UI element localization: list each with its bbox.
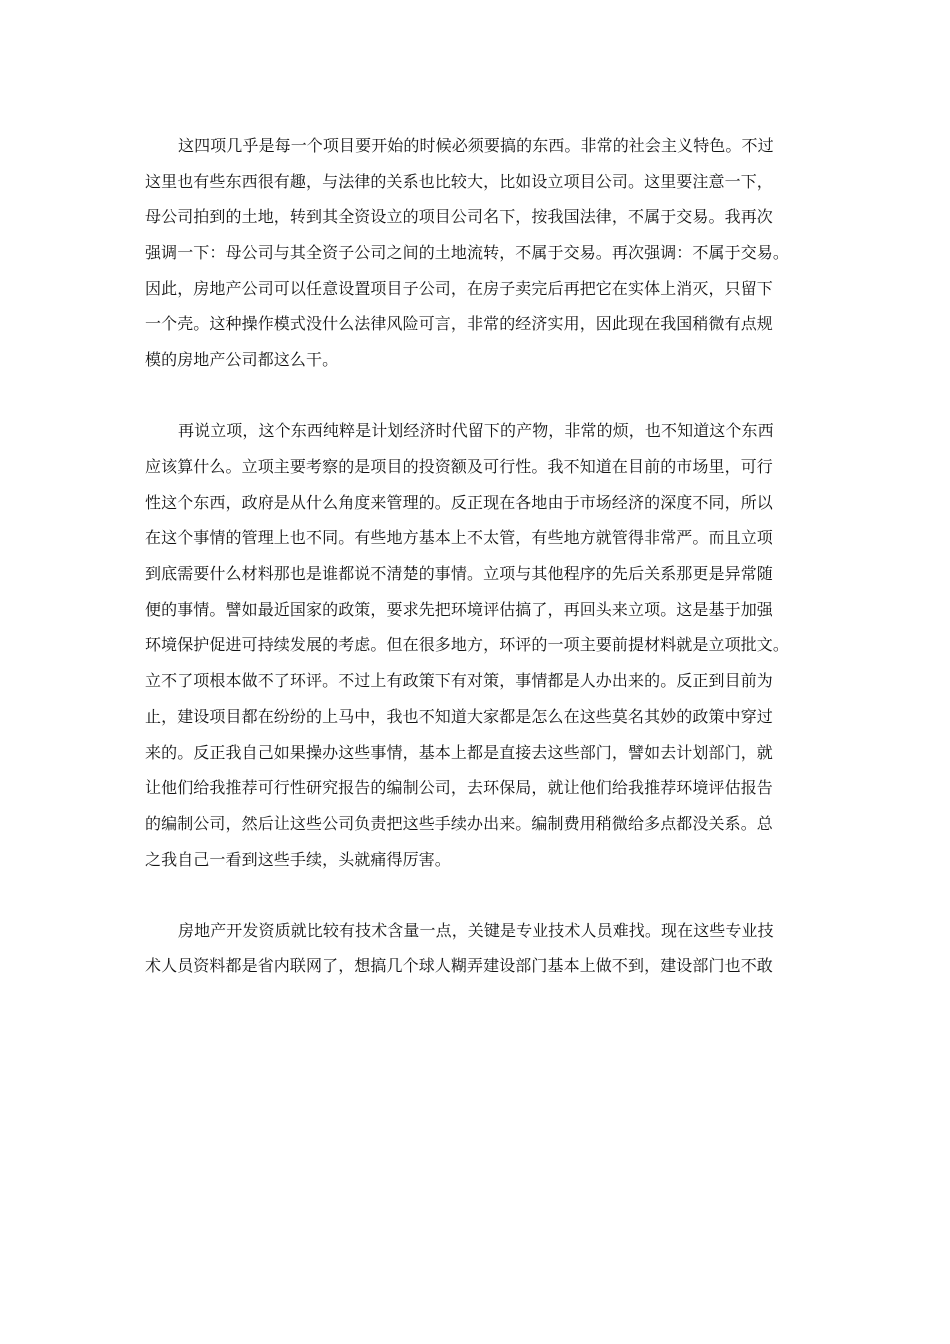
text-line: 因此，房地产公司可以任意设置项目子公司，在房子卖完后再把它在实体上消灭，只留下 bbox=[145, 278, 773, 298]
text-line: 到底需要什么材料那也是谁都说不清楚的事情。立项与其他程序的先后关系那更是异常随 bbox=[145, 564, 773, 584]
text-line: 强调一下：母公司与其全资子公司之间的土地流转，不属于交易。再次强调：不属于交易。 bbox=[145, 243, 790, 263]
text-line: 来的。反正我自己如果操办这些事情，基本上都是直接去这些部门，譬如去计划部门，就 bbox=[145, 742, 773, 762]
text-line: 应该算什么。立项主要考察的是项目的投资额及可行性。我不知道在目前的市场里，可行 bbox=[145, 457, 773, 476]
text-line: 的编制公司，然后让这些公司负责把这些手续办出来。编制费用稍微给多点都没关系。总 bbox=[145, 813, 773, 833]
paragraph-spacer bbox=[145, 378, 805, 414]
text-line: 之我自己一看到这些手续，头就痛得厉害。 bbox=[145, 849, 451, 869]
text-line: 便的事情。譬如最近国家的政策，要求先把环境评估搞了，再回头来立项。这是基于加强 bbox=[145, 599, 773, 619]
paragraph-spacer bbox=[145, 877, 805, 913]
text-line: 止，建设项目都在纷纷的上马中，我也不知道大家都是怎么在这些莫名其妙的政策中穿过 bbox=[145, 706, 773, 726]
text-line: 母公司拍到的土地，转到其全资设立的项目公司名下，按我国法律，不属于交易。我再次 bbox=[145, 207, 773, 227]
text-line: 在这个事情的管理上也不同。有些地方基本上不太管，有些地方就管得非常严。而且立项 bbox=[145, 528, 773, 548]
text-line: 房地产开发资质就比较有技术含量一点，关键是专业技术人员难找。现在这些专业技 bbox=[178, 920, 774, 940]
text-line: 再说立项，这个东西纯粹是计划经济时代留下的产物，非常的烦，也不知道这个东西 bbox=[178, 421, 774, 441]
text-line: 术人员资料都是省内联网了，想搞几个球人糊弄建设部门基本上做不到，建设部门也不敢 bbox=[145, 956, 773, 976]
text-line: 立不了项根本做不了环评。不过上有政策下有对策，事情都是人办出来的。反正到目前为 bbox=[145, 671, 773, 691]
paragraph-3 bbox=[145, 913, 805, 984]
paragraph-2 bbox=[145, 413, 805, 877]
text-line: 性这个东西，政府是从什么角度来管理的。反正现在各地由于市场经济的深度不同，所以 bbox=[145, 492, 773, 512]
paragraph-1 bbox=[145, 128, 805, 378]
text-line: 模的房地产公司都这么干。 bbox=[145, 350, 339, 370]
document-page bbox=[145, 128, 805, 984]
text-line: 环境保护促进可持续发展的考虑。但在很多地方，环评的一项主要前提材料就是立项批文。 bbox=[145, 635, 790, 655]
text-line: 这四项几乎是每一个项目要开始的时候必须要搞的东西。非常的社会主义特色。不过 bbox=[178, 136, 774, 155]
text-line: 一个壳。这种操作模式没什么法律风险可言，非常的经济实用，因此现在我国稍微有点规 bbox=[145, 314, 773, 334]
text-line: 这里也有些东西很有趣，与法律的关系也比较大，比如设立项目公司。这里要注意一下， bbox=[145, 171, 773, 191]
text-line: 让他们给我推荐可行性研究报告的编制公司，去环保局，就让他们给我推荐环境评估报告 bbox=[145, 778, 773, 798]
